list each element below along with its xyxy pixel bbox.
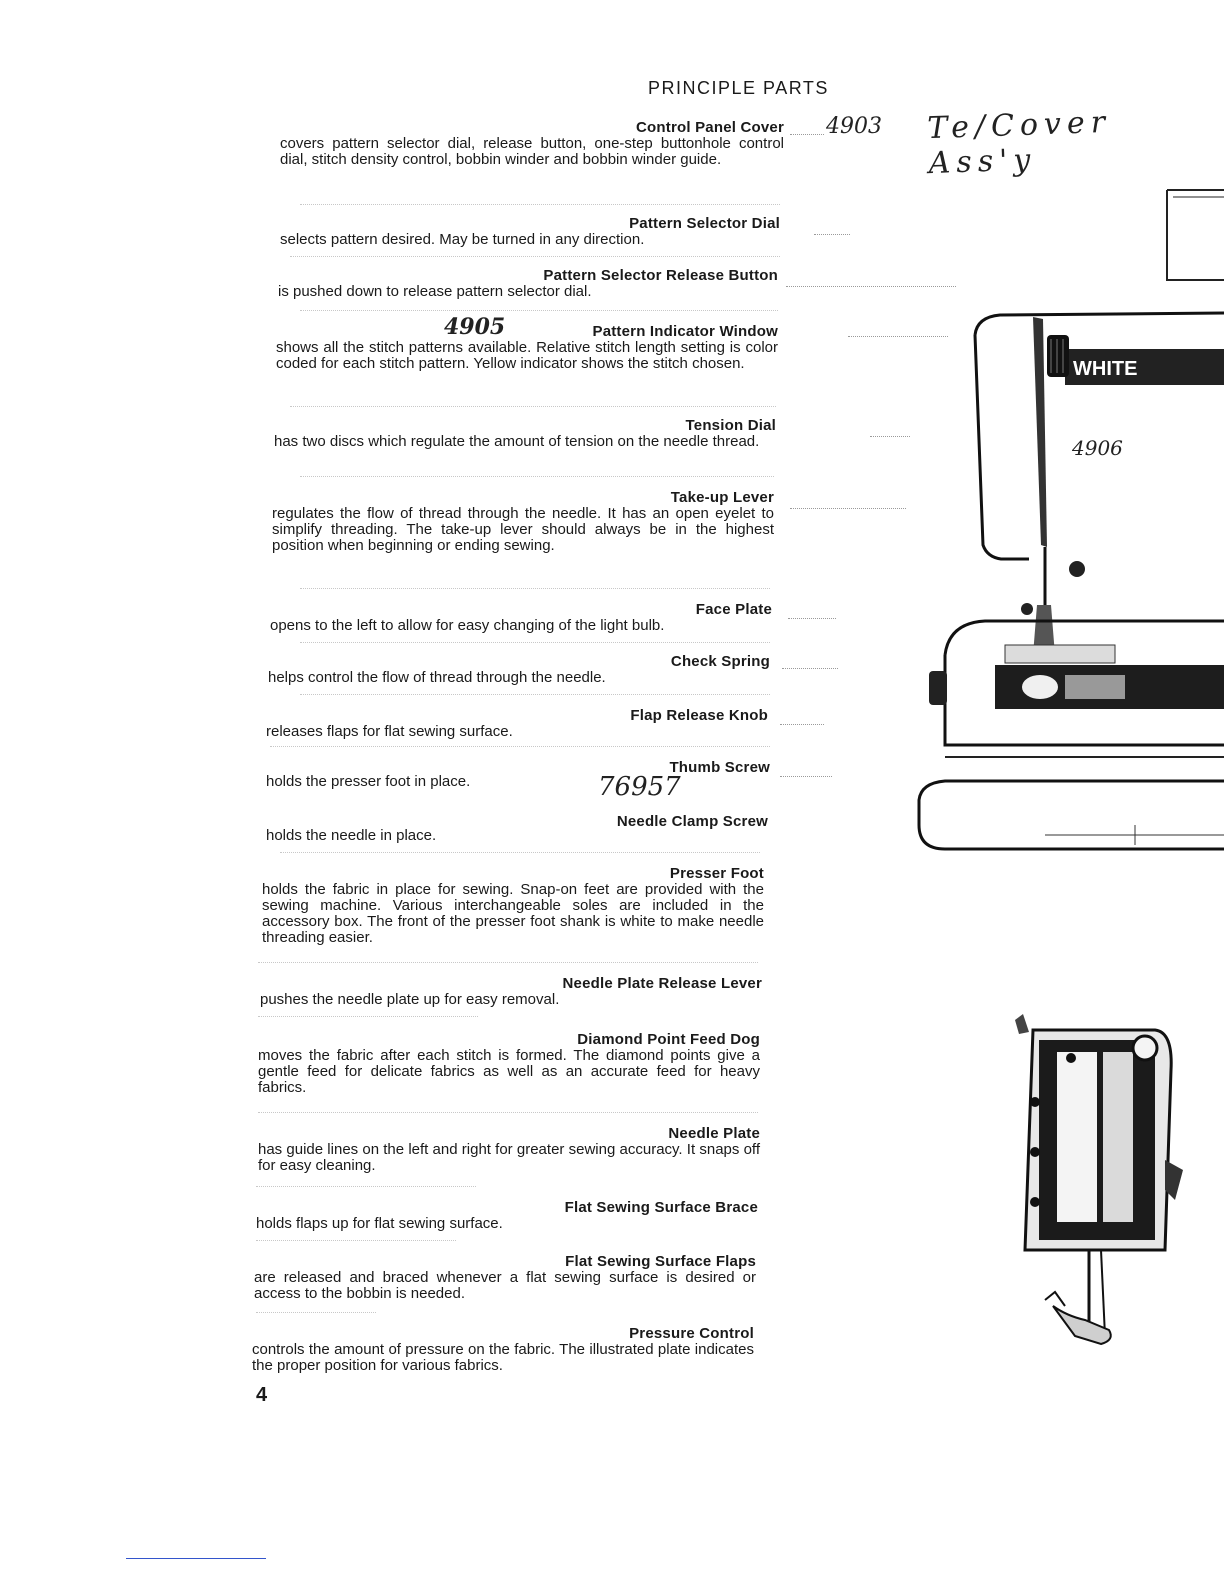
part-pressure-control bbox=[252, 1326, 754, 1374]
part-description: holds flaps up for flat sewing surface. bbox=[256, 1215, 503, 1232]
leader-line bbox=[790, 134, 824, 135]
part-description: shows all the stitch patterns available. Relative stitch length setting is color coded for each stitch pattern. Yellow indicator shows the stitch chosen. bbox=[276, 339, 778, 372]
page-number: 4 bbox=[256, 1384, 268, 1406]
part-needle-plate bbox=[258, 1126, 760, 1174]
part-description: releases flaps for flat sewing surface. bbox=[266, 723, 513, 740]
part-name: Thumb Screw bbox=[669, 759, 770, 776]
part-needle-clamp-screw bbox=[266, 814, 768, 844]
page-title: PRINCIPLE PARTS bbox=[648, 78, 829, 98]
handwritten-cover-assembly-note: Te/Cover Ass'y bbox=[926, 104, 1112, 182]
separator bbox=[300, 476, 774, 477]
part-name: Flat Sewing Surface Flaps bbox=[565, 1253, 756, 1270]
part-description: covers pattern selector dial, release button, one-step buttonhole control dial, stitch density control, bobbin winder and bobbin winder guide. bbox=[280, 135, 784, 168]
part-flat-sewing-surface-brace bbox=[256, 1200, 758, 1232]
separator bbox=[300, 588, 770, 589]
part-name: Needle Clamp Screw bbox=[616, 813, 768, 830]
part-description: holds the needle in place. bbox=[266, 827, 437, 844]
part-description: opens to the left to allow for easy changing of the light bulb. bbox=[270, 617, 665, 634]
part-name: Needle Plate Release Lever bbox=[562, 975, 762, 992]
part-name: Face Plate bbox=[695, 601, 772, 618]
separator bbox=[300, 642, 770, 643]
part-description: helps control the flow of thread through the needle. bbox=[268, 669, 606, 686]
leader-line bbox=[780, 776, 832, 777]
handwritten-part-number-4905: 4905 bbox=[444, 314, 506, 340]
part-description: has two discs which regulate the amount of tension on the needle thread. bbox=[274, 433, 760, 450]
part-name: Pressure Control bbox=[629, 1325, 754, 1342]
separator bbox=[290, 406, 776, 407]
part-description: are released and braced whenever a flat sewing surface is desired or access to the bobbin is needed. bbox=[254, 1269, 756, 1302]
part-description: pushes the needle plate up for easy removal. bbox=[260, 991, 560, 1008]
separator bbox=[258, 1016, 478, 1017]
handwritten-part-number-4906: 4906 bbox=[1072, 436, 1123, 460]
part-description: has guide lines on the left and right for greater sewing accuracy. It snaps off for easy cleaning. bbox=[258, 1141, 760, 1174]
face-plate-mechanism-illustration bbox=[1005, 1010, 1185, 1350]
part-name: Flap Release Knob bbox=[630, 707, 768, 724]
separator bbox=[300, 310, 778, 311]
separator bbox=[256, 1240, 456, 1241]
separator bbox=[256, 1186, 476, 1187]
part-flat-sewing-surface-flaps bbox=[254, 1254, 756, 1302]
leader-line bbox=[780, 724, 824, 725]
part-description: is pushed down to release pattern selector dial. bbox=[278, 283, 592, 300]
part-needle-plate-release-lever bbox=[260, 976, 762, 1008]
footnote-rule bbox=[126, 1558, 266, 1559]
part-name: Presser Foot bbox=[669, 865, 764, 882]
part-name: Flat Sewing Surface Brace bbox=[564, 1199, 758, 1216]
part-name: Pattern Selector Release Button bbox=[543, 267, 778, 284]
part-name: Control Panel Cover bbox=[636, 119, 784, 136]
leader-line bbox=[814, 234, 850, 235]
part-description: holds the fabric in place for sewing. Snap-on feet are provided with the sewing machine. Various interchangeable soles are included in the accessory box. The front of the presser foot shank is white to make needle threading easier. bbox=[262, 881, 764, 946]
part-name: Pattern Indicator Window bbox=[592, 323, 778, 340]
part-pattern-indicator-window bbox=[276, 324, 778, 372]
part-name: Needle Plate bbox=[668, 1125, 760, 1142]
part-diamond-point-feed-dog bbox=[258, 1032, 760, 1096]
part-description: regulates the flow of thread through the needle. It has an open eyelet to simplify threading. The take-up lever should always be in the highest position when beginning or ending sewing. bbox=[272, 505, 774, 554]
part-name: Tension Dial bbox=[685, 417, 776, 434]
brand-label: WHITE bbox=[1073, 358, 1138, 380]
part-control-panel-cover bbox=[280, 120, 784, 168]
separator bbox=[300, 204, 780, 205]
handwritten-part-number-76957: 76957 bbox=[598, 772, 681, 802]
part-description: holds the presser foot in place. bbox=[266, 773, 471, 790]
separator bbox=[256, 1312, 376, 1313]
part-pattern-selector-dial bbox=[280, 216, 780, 248]
leader-line bbox=[788, 618, 836, 619]
separator bbox=[290, 256, 780, 257]
sewing-machine-illustration bbox=[905, 185, 1224, 860]
leader-line bbox=[790, 508, 906, 509]
part-name: Pattern Selector Dial bbox=[629, 215, 780, 232]
part-description: controls the amount of pressure on the fabric. The illustrated plate indicates the proper position for various fabrics. bbox=[252, 1341, 754, 1374]
part-description: moves the fabric after each stitch is formed. The diamond points give a gentle feed for delicate fabrics as well as an accurate feed for heavy fabrics. bbox=[258, 1047, 760, 1096]
separator bbox=[300, 694, 770, 695]
separator bbox=[270, 746, 770, 747]
part-tension-dial bbox=[274, 418, 776, 450]
part-name: Check Spring bbox=[670, 653, 770, 670]
part-take-up-lever bbox=[272, 490, 774, 554]
handwritten-part-number-4903: 4903 bbox=[826, 114, 882, 139]
part-presser-foot bbox=[262, 866, 764, 946]
separator bbox=[280, 852, 760, 853]
part-pattern-selector-release-button bbox=[278, 268, 778, 300]
part-name: Diamond Point Feed Dog bbox=[577, 1031, 760, 1048]
part-face-plate bbox=[270, 602, 772, 634]
separator bbox=[258, 1112, 758, 1113]
part-description: selects pattern desired. May be turned in any direction. bbox=[280, 231, 645, 248]
leader-line bbox=[782, 668, 838, 669]
part-name: Take-up Lever bbox=[670, 489, 774, 506]
part-flap-release-knob bbox=[266, 708, 768, 740]
separator bbox=[258, 962, 758, 963]
part-check-spring bbox=[268, 654, 770, 686]
leader-line bbox=[870, 436, 910, 437]
part-thumb-screw bbox=[266, 760, 770, 790]
